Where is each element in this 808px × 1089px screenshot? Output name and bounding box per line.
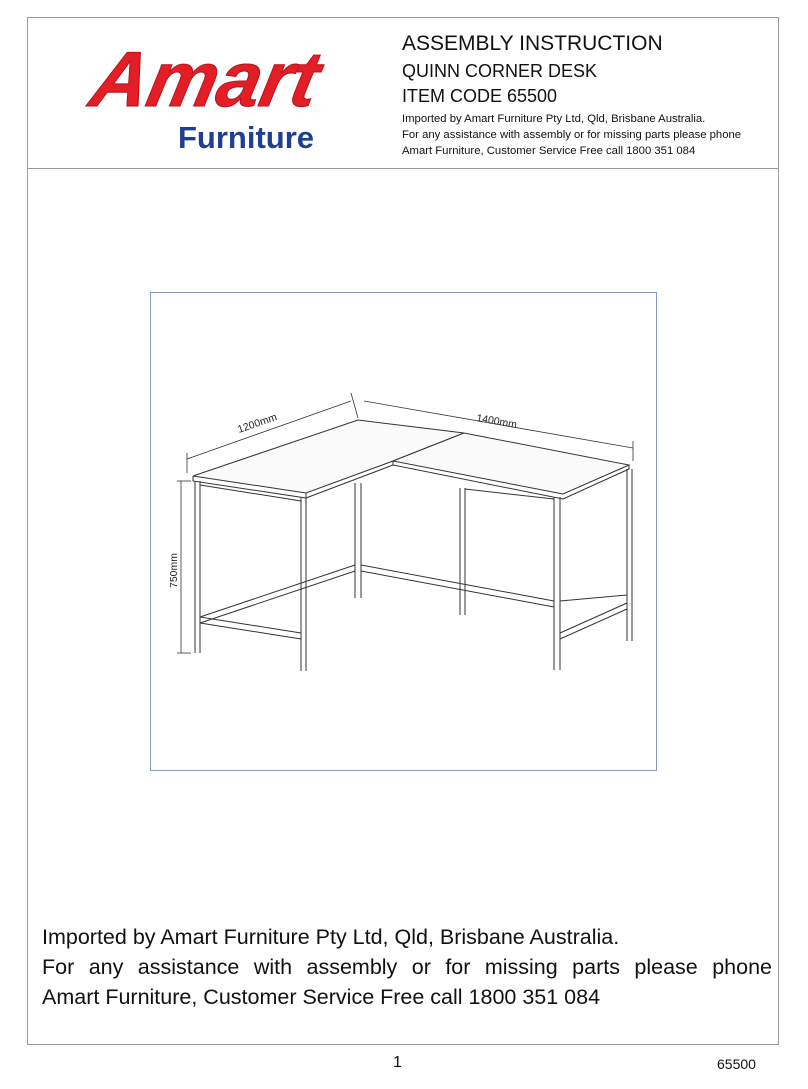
document-title: ASSEMBLY INSTRUCTION [402,32,663,55]
footer-assistance-1: For any assistance with assembly or for missing parts please phone [42,955,772,979]
assistance-note-2: Amart Furniture, Customer Service Free call 1800 351 084 [402,145,696,157]
importer-note: Imported by Amart Furniture Pty Ltd, Qld, Brisbane Australia. [402,113,706,125]
dimension-width-left: 1200mm [236,411,279,436]
footer-contact [42,922,772,1012]
logo-sub-text: Furniture [178,120,315,155]
assistance-note-1: For any assistance with assembly or for missing parts please phone [402,129,742,141]
desk-illustration-frame [150,292,657,771]
dimension-height: 750mm [168,552,180,588]
header-divider [27,168,779,169]
item-code-footer: 65500 [717,1056,756,1072]
item-code: ITEM CODE 65500 [402,86,558,106]
logo-brand-text: Amart [83,35,328,123]
amart-furniture-logo [52,28,362,158]
corner-desk-drawing [151,293,658,772]
footer-assistance-2: Amart Furniture, Customer Service Free call 1800 351 084 [42,985,601,1009]
page-number: 1 [393,1054,402,1071]
dimension-width-right: 1400mm [475,412,518,432]
footer-importer: Imported by Amart Furniture Pty Ltd, Qld, Brisbane Australia. [42,925,620,949]
header-block [402,30,772,159]
product-name: QUINN CORNER DESK [402,61,598,81]
